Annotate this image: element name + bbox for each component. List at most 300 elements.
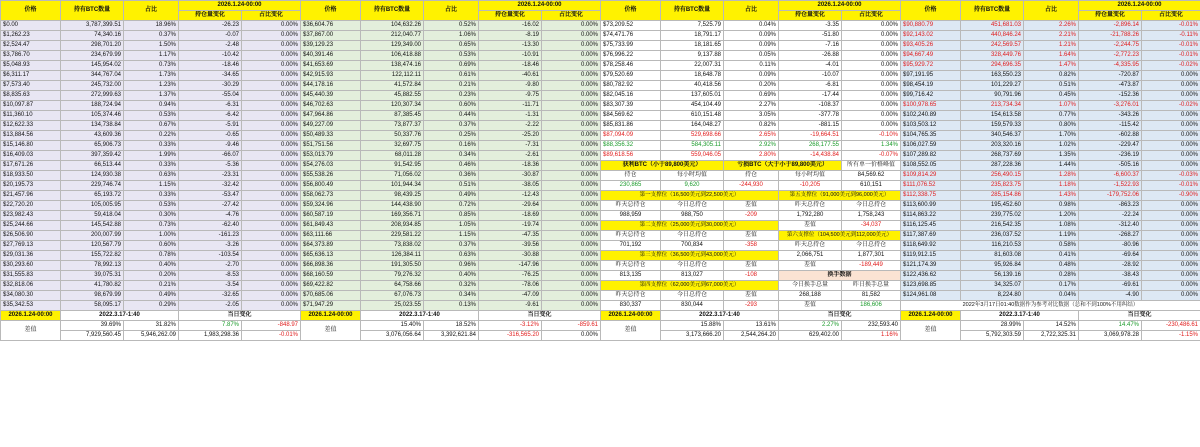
holding-change-cell: -13.30: [479, 41, 542, 51]
ratio-change-cell: 0.00%: [842, 61, 901, 71]
ratio-change-cell: 0.00%: [542, 41, 601, 51]
holding-change-cell: -236.19: [1079, 151, 1142, 161]
holding-change-cell: -25.20: [479, 131, 542, 141]
profit-hour: 9,620: [661, 181, 724, 191]
holding-change-cell: -69.64: [1079, 251, 1142, 261]
ratio-cell: 0.33%: [124, 141, 179, 151]
yest-label-6: 昨天总持仓: [779, 241, 842, 251]
ratio-cell: 0.45%: [1024, 91, 1079, 101]
ratio-change-cell: 0.00%: [242, 231, 301, 241]
table-row: [1, 171, 301, 181]
holdings-cell: 559,046.05: [661, 151, 724, 161]
ratio-change-cell: 0.00%: [1142, 131, 1200, 141]
ratio-change-cell: 0.00%: [242, 111, 301, 121]
summary-v4: -848.97: [242, 321, 301, 331]
summary-w1: 5,792,303.59: [961, 331, 1024, 341]
yest-label: 昨天总持仓: [601, 201, 661, 211]
holding-change-cell: -8.53: [179, 271, 242, 281]
holding-change-cell: -720.87: [1079, 71, 1142, 81]
ratio-cell: 0.51%: [424, 181, 479, 191]
summary-v1: 39.69%: [61, 321, 124, 331]
ratio-cell: 0.53%: [124, 201, 179, 211]
ratio-cell: 0.48%: [1024, 261, 1079, 271]
holdings-cell: 105,005.95: [61, 201, 124, 211]
ratio-change-cell: 0.00%: [542, 141, 601, 151]
ratio-cell: 0.52%: [424, 21, 479, 31]
table-row: [901, 111, 1200, 121]
price-cell: $107,289.82: [901, 151, 961, 161]
table-row: [901, 81, 1200, 91]
holdings-cell: 234,679.99: [61, 51, 124, 61]
table-row: [601, 141, 901, 151]
holding-change-cell: -152.36: [1079, 91, 1142, 101]
s3-today: 813,027: [661, 271, 724, 281]
holdings-cell: 440,846.24: [961, 31, 1024, 41]
ratio-cell: 1.23%: [124, 81, 179, 91]
holdings-cell: 195,452.60: [961, 201, 1024, 211]
holdings-cell: 229,746.74: [61, 181, 124, 191]
price-cell: $106,027.59: [901, 141, 961, 151]
ratio-change-cell: 0.00%: [242, 81, 301, 91]
price-cell: $39,129.23: [301, 41, 361, 51]
table-row: [601, 111, 901, 121]
table-row: [901, 91, 1200, 101]
holding-change-cell: -4.01: [779, 61, 842, 71]
summary-v3: 2.27%: [779, 321, 842, 331]
price-cell: $55,538.26: [301, 171, 361, 181]
ratio-change-cell: 0.00%: [542, 191, 601, 201]
holdings-cell: 294,696.35: [961, 61, 1024, 71]
ratio-cell: 0.82%: [724, 121, 779, 131]
summary-ts: 2026.1.24-00:00: [901, 311, 961, 321]
holding-change-cell: -11.71: [479, 101, 542, 111]
ratio-cell: 1.07%: [1024, 101, 1079, 111]
table-row: [1, 161, 301, 171]
reference-note: 2022年3月17日01:40数据作为参考对比数据（总和不到100%不用纠结）: [901, 301, 1200, 311]
s5-today: 1,758,243: [842, 211, 901, 221]
ratio-change-cell: 0.00%: [542, 101, 601, 111]
price-cell: $87,094.09: [601, 131, 661, 141]
holdings-cell: 95,926.84: [961, 261, 1024, 271]
price-cell: $20,195.73: [1, 181, 61, 191]
table-row: [601, 101, 901, 111]
summary-today: 当日变化: [779, 311, 901, 321]
table-row: [901, 181, 1200, 191]
table-row: [601, 131, 901, 141]
table-row: [301, 161, 601, 171]
summary-v3: 7.87%: [179, 321, 242, 331]
price-cell: $36,604.76: [301, 21, 361, 31]
ratio-change-cell: 0.00%: [242, 41, 301, 51]
hourchg2-label: 每小时均值: [779, 171, 842, 181]
s1-diff: -209: [724, 211, 779, 221]
price-cell: $99,716.42: [901, 91, 961, 101]
holdings-cell: 144,438.90: [361, 201, 424, 211]
holdings-cell: 50,337.76: [361, 131, 424, 141]
ratio-change-cell: 0.00%: [842, 71, 901, 81]
price-cell: $16,409.03: [1, 151, 61, 161]
holding-change-cell: -30.87: [479, 171, 542, 181]
table-row: [1, 151, 301, 161]
holdings-cell: 242,569.57: [961, 41, 1024, 51]
holding-change-cell: -47.35: [479, 231, 542, 241]
summary-v4: -230,486.61: [1142, 321, 1200, 331]
holding-change-cell: -4.76: [179, 211, 242, 221]
ratio-cell: 3.05%: [724, 111, 779, 121]
ratio-cell: 0.20%: [724, 81, 779, 91]
support-4-title: 第四支撑位（62,000美元到67,000美元）: [601, 281, 779, 291]
ratio-change-cell: 0.00%: [242, 201, 301, 211]
ratio-change-cell: 1.34%: [842, 141, 901, 151]
holding-change-cell: -473.87: [1079, 81, 1142, 91]
ratio-change-cell: 0.00%: [842, 31, 901, 41]
holding-change-cell: -602.88: [1079, 131, 1142, 141]
holdings-cell: 41,572.84: [361, 81, 424, 91]
s2-diff: -358: [724, 241, 779, 251]
ratio-cell: 1.05%: [424, 221, 479, 231]
price-cell: $90,880.79: [901, 21, 961, 31]
ratio-change-cell: 0.00%: [242, 91, 301, 101]
holding-change-cell: -10.91: [479, 51, 542, 61]
ratio-change-cell: -0.01%: [1142, 181, 1200, 191]
col-holding-change: 持仓量变化: [1079, 11, 1142, 21]
table-row: [1, 111, 301, 121]
ratio-change-cell: 0.00%: [1142, 221, 1200, 231]
loss-hold: -244,930: [724, 181, 779, 191]
ratio-cell: 0.69%: [724, 91, 779, 101]
holdings-cell: 236,037.52: [961, 231, 1024, 241]
holding-change-cell: -16.02: [479, 21, 542, 31]
holdings-cell: 126,384.11: [361, 251, 424, 261]
holdings-cell: 67,076.73: [361, 291, 424, 301]
ratio-cell: 0.37%: [124, 31, 179, 41]
holding-change-cell: -161.23: [179, 231, 242, 241]
table-row: [1, 21, 301, 31]
ratio-cell: 0.44%: [424, 111, 479, 121]
table-row: [1, 191, 301, 201]
yest-turnover: 81,582: [842, 291, 901, 301]
price-cell: $92,143.02: [901, 31, 961, 41]
ratio-change-cell: 0.00%: [842, 121, 901, 131]
ratio-change-cell: -0.07%: [842, 151, 901, 161]
table-row: [301, 51, 601, 61]
holding-change-cell: -22.24: [1079, 211, 1142, 221]
today-turnover-label: 今日换手总量: [779, 281, 842, 291]
ratio-cell: 0.34%: [424, 151, 479, 161]
ratio-change-cell: 0.00%: [542, 281, 601, 291]
ratio-cell: 1.18%: [1024, 181, 1079, 191]
table-row: [301, 231, 601, 241]
price-cell: $94,667.49: [901, 51, 961, 61]
table-row: [901, 151, 1200, 161]
hold2-label: 持仓: [724, 171, 779, 181]
table-row: [901, 71, 1200, 81]
ratio-cell: 0.94%: [124, 101, 179, 111]
col-ratio-change: 占比变化: [542, 11, 601, 21]
ratio-cell: 2.80%: [724, 151, 779, 161]
holding-change-cell: -40.61: [479, 71, 542, 81]
turnover-diff: 186,606: [842, 301, 901, 311]
price-cell: $83,307.39: [601, 101, 661, 111]
price-cell: $68,160.59: [301, 271, 361, 281]
ratio-change-cell: 0.00%: [1142, 261, 1200, 271]
holding-change-cell: -38.05: [479, 181, 542, 191]
holdings-cell: 98,439.25: [361, 191, 424, 201]
ratio-change-cell: 0.00%: [1142, 211, 1200, 221]
table-row: [901, 281, 1200, 291]
price-cell: $109,814.29: [901, 171, 961, 181]
holding-change-cell: -78.06: [479, 281, 542, 291]
ratio-change-cell: 0.00%: [542, 91, 601, 101]
turnover-diff-label: 差值: [779, 301, 842, 311]
holdings-cell: 101,944.34: [361, 181, 424, 191]
ratio-cell: 1.37%: [124, 91, 179, 101]
allmax-label: 所有单一价格峰值: [842, 161, 901, 171]
ratio-change-cell: 0.00%: [242, 301, 301, 311]
s4-today: 830,044: [661, 301, 724, 311]
yest-turnover-label: 昨日换手总量: [842, 281, 901, 291]
holding-change-cell: -2,772.23: [1079, 51, 1142, 61]
ratio-cell: 1.43%: [1024, 191, 1079, 201]
holdings-cell: 8,224.80: [961, 291, 1024, 301]
ratio-change-cell: 0.00%: [242, 101, 301, 111]
ratio-cell: 0.17%: [1024, 281, 1079, 291]
table-row: [301, 41, 601, 51]
price-cell: $122,436.62: [901, 271, 961, 281]
summary-date2: 2022.3.17-1:40: [61, 311, 179, 321]
ratio-change-cell: 0.00%: [1142, 231, 1200, 241]
ratio-cell: 0.46%: [424, 161, 479, 171]
ratio-cell: 0.60%: [424, 101, 479, 111]
table-row: [301, 201, 601, 211]
price-cell: $102,240.89: [901, 111, 961, 121]
s6-today: 1,877,301: [842, 251, 901, 261]
ratio-cell: 0.09%: [724, 41, 779, 51]
holdings-cell: 340,546.37: [961, 131, 1024, 141]
table-row: [1, 241, 301, 251]
ratio-change-cell: 0.00%: [242, 281, 301, 291]
ratio-change-cell: 0.00%: [542, 251, 601, 261]
table-row: [1, 31, 301, 41]
holding-change-cell: -55.04: [179, 91, 242, 101]
loss-hour: -10,205: [779, 181, 842, 191]
ratio-cell: 0.63%: [124, 171, 179, 181]
ratio-change-cell: 0.00%: [542, 121, 601, 131]
holdings-cell: 18,648.78: [661, 71, 724, 81]
holdings-cell: 129,349.00: [361, 41, 424, 51]
ratio-cell: 1.06%: [424, 31, 479, 41]
holdings-cell: 200,007.99: [61, 231, 124, 241]
summary-today: 当日变化: [1079, 311, 1200, 321]
holding-change-cell: -9.61: [479, 301, 542, 311]
summary-w1: 3,173,666.20: [661, 331, 724, 341]
ratio-change-cell: -0.01%: [1142, 41, 1200, 51]
ratio-change-cell: 0.00%: [542, 61, 601, 71]
ratio-cell: 0.41%: [1024, 251, 1079, 261]
holdings-cell: 73,877.37: [361, 121, 424, 131]
table-row: [301, 61, 601, 71]
holdings-cell: 239,775.02: [961, 211, 1024, 221]
col-ratio-change: 占比变化: [1142, 11, 1200, 21]
s4-yest: 830,337: [601, 301, 661, 311]
ratio-cell: 0.82%: [1024, 71, 1079, 81]
holdings-cell: 22,007.31: [661, 61, 724, 71]
ratio-change-cell: 0.00%: [842, 21, 901, 31]
ratio-change-cell: 0.00%: [242, 161, 301, 171]
price-cell: $60,587.19: [301, 211, 361, 221]
price-cell: $3,786.70: [1, 51, 61, 61]
ratio-change-cell: 0.00%: [242, 221, 301, 231]
profit-label: 获利BTC（小于89,800美元）: [601, 161, 724, 171]
holdings-cell: 155,722.82: [61, 251, 124, 261]
ratio-change-cell: 0.00%: [1142, 251, 1200, 261]
holdings-cell: 41,780.82: [61, 281, 124, 291]
holdings-cell: 145,542.88: [61, 221, 124, 231]
ratio-cell: 0.29%: [124, 301, 179, 311]
ratio-change-cell: 0.00%: [542, 221, 601, 231]
holdings-cell: 584,305.11: [661, 141, 724, 151]
holdings-cell: 397,359.42: [61, 151, 124, 161]
holdings-cell: 68,011.28: [361, 151, 424, 161]
holdings-cell: 105,374.46: [61, 111, 124, 121]
holdings-cell: 159,579.33: [961, 121, 1024, 131]
ratio-change-cell: 0.00%: [242, 171, 301, 181]
holding-change-cell: -103.54: [179, 251, 242, 261]
ratio-change-cell: 0.00%: [242, 121, 301, 131]
ratio-cell: 0.32%: [424, 281, 479, 291]
ratio-change-cell: 0.00%: [542, 71, 601, 81]
s1-today: 988,750: [661, 211, 724, 221]
ratio-cell: 0.40%: [424, 271, 479, 281]
table-row: [1, 101, 301, 111]
price-cell: $93,405.26: [901, 41, 961, 51]
holding-change-cell: -377.78: [779, 111, 842, 121]
holdings-cell: 203,320.16: [961, 141, 1024, 151]
holding-change-cell: -2.05: [179, 301, 242, 311]
today-label-5: 今日总持仓: [842, 201, 901, 211]
table-row: [301, 211, 601, 221]
price-cell: $26,506.90: [1, 231, 61, 241]
price-cell: $124,961.08: [901, 291, 961, 301]
today-label-3: 今日总持仓: [661, 261, 724, 271]
turnover-title: 换手数据: [779, 271, 901, 281]
ratio-cell: 0.13%: [424, 301, 479, 311]
diff-label-5: 差值: [779, 221, 842, 231]
holding-change-cell: -268.27: [1079, 231, 1142, 241]
ratio-change-cell: 0.00%: [542, 31, 601, 41]
table-row: [601, 51, 901, 61]
ratio-cell: 2.26%: [1024, 21, 1079, 31]
ratio-cell: 0.16%: [424, 141, 479, 151]
holding-change-cell: -23.31: [179, 171, 242, 181]
today-label-4: 今日总持仓: [661, 291, 724, 301]
ratio-cell: 0.21%: [124, 281, 179, 291]
s6-yest: 2,066,751: [779, 251, 842, 261]
table-row: [901, 231, 1200, 241]
summary-w1: 7,929,560.45: [61, 331, 124, 341]
holding-change-cell: -6.42: [179, 111, 242, 121]
price-cell: $27,769.13: [1, 241, 61, 251]
summary-v1: 15.88%: [661, 321, 724, 331]
holding-change-cell: -30.88: [479, 251, 542, 261]
table-row: [301, 261, 601, 271]
price-cell: $8,835.63: [1, 91, 61, 101]
holdings-cell: 34,325.07: [961, 281, 1024, 291]
holding-change-cell: -2.70: [179, 261, 242, 271]
holding-change-cell: -12.43: [479, 191, 542, 201]
table-row: [901, 201, 1200, 211]
table-row: [1, 211, 301, 221]
holding-change-cell: -10.07: [779, 71, 842, 81]
ratio-cell: 1.17%: [124, 51, 179, 61]
holding-change-cell: -14,438.84: [779, 151, 842, 161]
ratio-change-cell: -0.01%: [1142, 51, 1200, 61]
ratio-cell: 0.58%: [1024, 241, 1079, 251]
ratio-change-cell: -0.01%: [1142, 21, 1200, 31]
ratio-cell: 0.63%: [424, 251, 479, 261]
price-cell: $82,045.16: [601, 91, 661, 101]
holdings-cell: 3,787,399.51: [61, 21, 124, 31]
holdings-cell: 45,882.55: [361, 91, 424, 101]
holdings-cell: 454,104.49: [661, 101, 724, 111]
table-row: [301, 31, 601, 41]
ratio-change-cell: -0.11%: [1142, 31, 1200, 41]
yest-label-2: 昨天总持仓: [601, 231, 661, 241]
ratio-cell: 0.53%: [424, 51, 479, 61]
holding-change-cell: -76.25: [479, 271, 542, 281]
ratio-cell: 0.49%: [124, 291, 179, 301]
holdings-cell: 154,613.58: [961, 111, 1024, 121]
holding-change-cell: -17.44: [779, 91, 842, 101]
summary-v1: 15.40%: [361, 321, 424, 331]
summary-v2: 18.52%: [424, 321, 479, 331]
s2-today: 700,834: [661, 241, 724, 251]
s3-diff: -108: [724, 271, 779, 281]
ratio-cell: 1.15%: [124, 181, 179, 191]
table-row: [901, 31, 1200, 41]
ratio-cell: 2.92%: [724, 141, 779, 151]
ratio-cell: 2.65%: [724, 131, 779, 141]
table-row: [301, 151, 601, 161]
ratio-change-cell: -0.10%: [842, 131, 901, 141]
s5-yest: 1,792,280: [779, 211, 842, 221]
price-cell: $118,649.92: [901, 241, 961, 251]
holdings-cell: 145,954.02: [61, 61, 124, 71]
holding-change-cell: -51.80: [779, 31, 842, 41]
holding-change-cell: -38.43: [1079, 271, 1142, 281]
ratio-change-cell: 0.00%: [542, 81, 601, 91]
holding-change-cell: -0.07: [179, 31, 242, 41]
ratio-change-cell: 0.00%: [542, 241, 601, 251]
holding-change-cell: -4,335.95: [1079, 61, 1142, 71]
table-row: [1, 251, 301, 261]
ratio-cell: 0.11%: [724, 61, 779, 71]
holding-change-cell: -3.26: [179, 241, 242, 251]
ratio-cell: 0.30%: [124, 211, 179, 221]
holdings-cell: 134,738.84: [61, 121, 124, 131]
holding-change-cell: -10.42: [179, 51, 242, 61]
yest-label-5: 昨天总持仓: [779, 201, 842, 211]
table-row: [901, 291, 1200, 301]
summary-w3: -316,565.20: [479, 331, 542, 341]
price-cell: $40,391.46: [301, 51, 361, 61]
holding-change-cell: -8.19: [479, 31, 542, 41]
holding-change-cell: -2.48: [179, 41, 242, 51]
holdings-cell: 188,724.94: [61, 101, 124, 111]
table-row: [301, 301, 601, 311]
holdings-cell: 90,791.96: [961, 91, 1024, 101]
ratio-cell: 0.40%: [124, 261, 179, 271]
